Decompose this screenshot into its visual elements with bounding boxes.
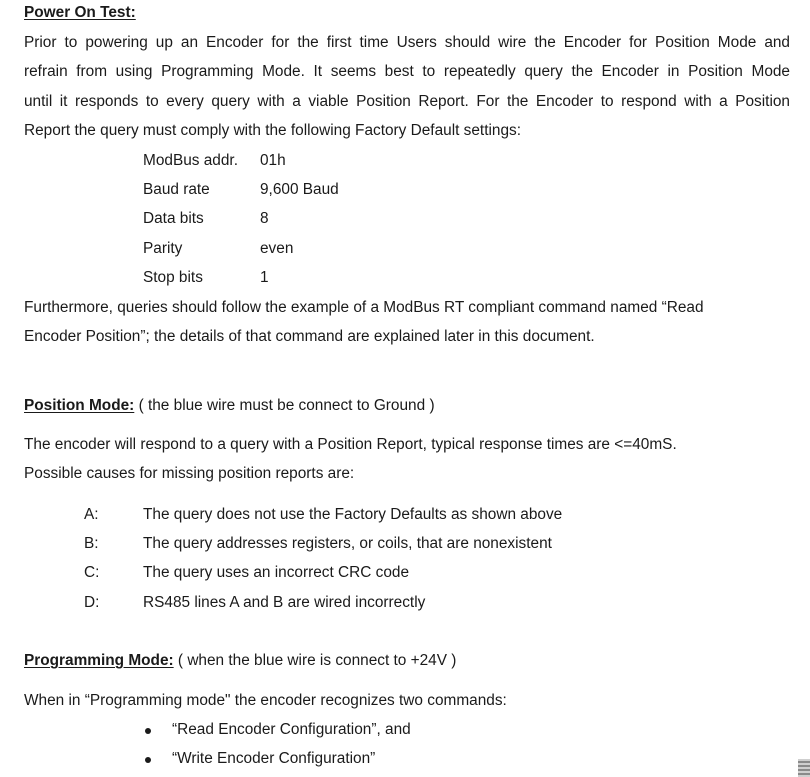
setting-value: even bbox=[260, 240, 294, 257]
cause-key: A: bbox=[84, 506, 99, 523]
power-on-test-heading: Power On Test: bbox=[24, 4, 136, 21]
setting-value: 9,600 Baud bbox=[260, 181, 339, 198]
cause-key: D: bbox=[84, 594, 100, 611]
cause-key: B: bbox=[84, 535, 99, 552]
cause-text: The query uses an incorrect CRC code bbox=[143, 564, 410, 581]
cause-text: The query does not use the Factory Defaults as shown above bbox=[143, 506, 563, 523]
bullet-icon bbox=[145, 728, 151, 734]
programming-mode-title-line bbox=[24, 652, 456, 670]
command-item: “Write Encoder Configuration” bbox=[172, 750, 376, 767]
cause-text: The query addresses registers, or coils, that are nonexistent bbox=[143, 535, 552, 552]
position-mode-heading: Position Mode: bbox=[24, 397, 135, 414]
command-item: “Read Encoder Configuration”, and bbox=[172, 721, 411, 738]
setting-label: Parity bbox=[143, 240, 183, 257]
power-on-test-paragraph-line-2: refrain from using Programming Mode. It seems best to repeatedly query the Encoder in Position Mode bbox=[24, 63, 790, 80]
setting-value: 1 bbox=[260, 269, 269, 286]
position-mode-note: ( the blue wire must be connect to Ground ) bbox=[134, 397, 435, 414]
scroll-grip-icon[interactable] bbox=[798, 759, 810, 777]
power-on-test-followup-line-1: Furthermore, queries should follow the example of a ModBus RT compliant command named “Read bbox=[24, 299, 704, 316]
position-mode-title-line bbox=[24, 397, 435, 415]
power-on-test-paragraph-line-1: Prior to powering up an Encoder for the first time Users should wire the Encoder for Position Mode and bbox=[24, 34, 790, 51]
setting-value: 8 bbox=[260, 210, 269, 227]
power-on-test-paragraph-line-4: Report the query must comply with the following Factory Default settings: bbox=[24, 122, 521, 139]
cause-text: RS485 lines A and B are wired incorrectly bbox=[143, 594, 426, 611]
setting-value: 01h bbox=[260, 152, 286, 169]
position-mode-line-1: The encoder will respond to a query with a Position Report, typical response times are <=40mS. bbox=[24, 436, 677, 453]
programming-mode-intro: When in “Programming mode" the encoder recognizes two commands: bbox=[24, 692, 507, 709]
setting-label: Baud rate bbox=[143, 181, 210, 198]
setting-label: Stop bits bbox=[143, 269, 203, 286]
programming-mode-heading: Programming Mode: bbox=[24, 652, 174, 669]
setting-label: Data bits bbox=[143, 210, 204, 227]
cause-key: C: bbox=[84, 564, 100, 581]
programming-mode-note: ( when the blue wire is connect to +24V ) bbox=[173, 652, 457, 669]
position-mode-line-2: Possible causes for missing position reports are: bbox=[24, 465, 355, 482]
bullet-icon bbox=[145, 757, 151, 763]
power-on-test-paragraph-line-3: until it responds to every query with a viable Position Report. For the Encoder to respond with a Position bbox=[24, 93, 790, 110]
power-on-test-followup-line-2: Encoder Position”; the details of that command are explained later in this document. bbox=[24, 328, 595, 345]
setting-label: ModBus addr. bbox=[143, 152, 238, 169]
